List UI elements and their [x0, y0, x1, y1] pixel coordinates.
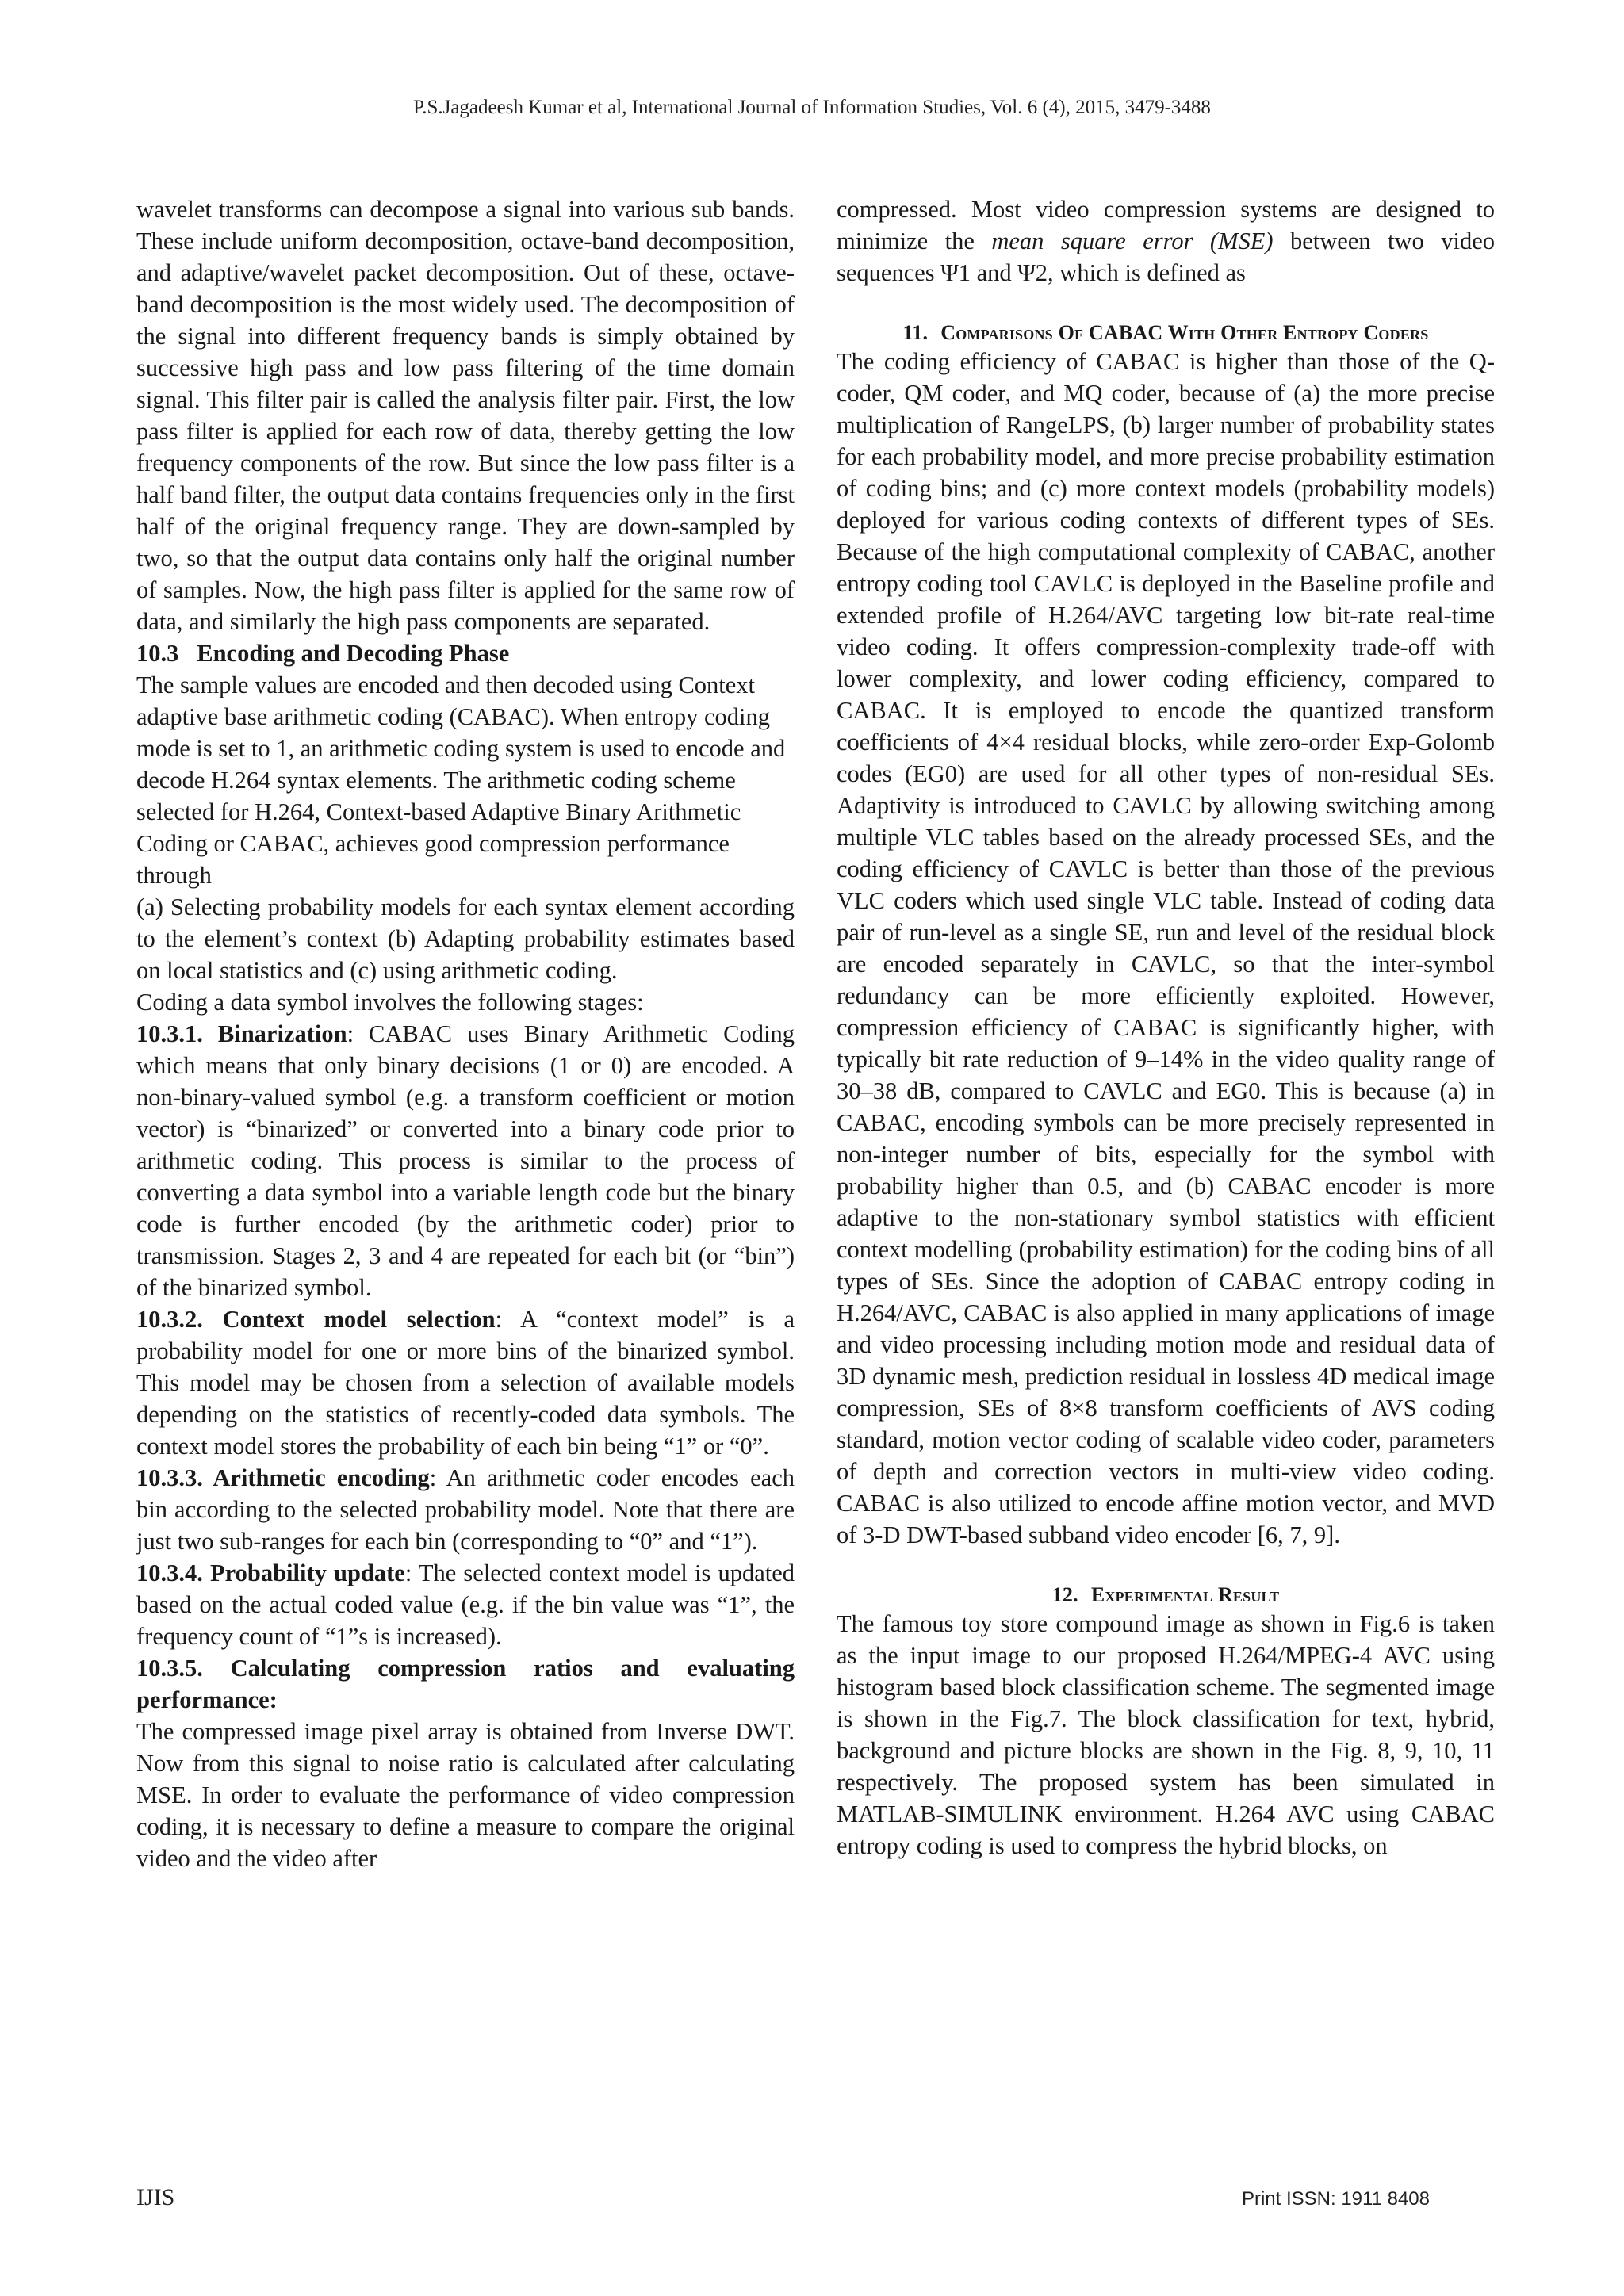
- subsection-label: 10.3.1. Binarization: [136, 1020, 347, 1047]
- paragraph-cabac-steps: (a) Selecting probability models for each syntax element according to the element’s context (b) Adapting probability estimates based on local statistics and (c) using arithmetic coding.: [136, 894, 795, 984]
- section-title: Comparisons Of CABAC With Other Entropy Coders: [940, 321, 1429, 344]
- subsection-label: 10.3.2. Context model selection: [136, 1306, 496, 1333]
- section-title: Experimental Result: [1090, 1583, 1280, 1606]
- subsection-text: : An arithmetic coder encodes each bin according to the selected probability model. Note that there are just two sub-ranges for each bin (corresponding to “0” and “1”).: [136, 1464, 795, 1555]
- paragraph-cabac-comparison: The coding efficiency of CABAC is higher than those of the Q-coder, QM coder, and MQ coder, because of (a) the more precise multiplication of RangeLPS, (b) larger number of probability states for each probability model, and more precise probability estimation of coding bins; and (c) more context models (probability models) deployed for various coding contexts of different types of SEs. Because of the high computational complexity of CABAC, another entropy coding tool CAVLC is deployed in the Baseline profile and extended profile of H.264/AVC targeting low bit-rate real-time video coding. It offers compression-complexity trade-off with lower complexity, and lower coding efficiency, compared to CABAC. It is employed to encode the quantized transform coefficients of 4×4 residual blocks, while zero-order Exp-Golomb codes (EG0) are used for all other types of non-residual SEs. Adaptivity is introduced to CAVLC by allowing switching among multiple VLC tables based on the already processed SEs, and the coding efficiency of CAVLC is better than those of the previous VLC coders which used single VLC table. Instead of coding data pair of run-level as a single SE, run and level of the residual block are encoded separately in CAVLC, so that the inter-symbol redundancy can be more efficiently exploited. However, compression efficiency of CABAC is significantly higher, with typically bit rate reduction of 9–14% in the video quality range of 30–38 dB, compared to CAVLC and EG0. This is because (a) in CABAC, encoding symbols can be more precisely represented in non-integer number of bits, especially for the symbol with probability higher than 0.5, and (b) CABAC encoder is more adaptive to the non-stationary symbol statistics with efficient context modelling (probability estimation) for the coding bins of all types of SEs. Since the adoption of CABAC entropy coding in H.264/AVC, CABAC is also applied in many applications of image and video processing including motion mode and residual data of 3D dynamic mesh, prediction residual in lossless 4D medical image compression, SEs of 8×8 transform coefficients of AVS coding standard, motion vector coding of scalable video coder, parameters of depth and correction vectors in multi-view video coding. CABAC is also utilized to encode affine motion vector, and MVD of 3-D DWT-based subband video encoder [6, 7, 9].: [837, 348, 1495, 1548]
- section-heading-11: [837, 320, 1495, 346]
- paragraph-experimental: The famous toy store compound image as shown in Fig.6 is taken as the input image to our proposed H.264/MPEG-4 AVC using histogram based block classification scheme. The segmented image is shown in the Fig.7. The block classification for text, hybrid, background and picture blocks are shown in the Fig. 8, 9, 10, 11 respectively. The proposed system has been simulated in MATLAB-SIMULINK environment. H.264 AVC using CABAC entropy coding is used to compress the hybrid blocks, on: [837, 1610, 1495, 1859]
- right-column: [837, 193, 1495, 1862]
- subsection-label: 10.3.4. Probability update: [136, 1559, 405, 1586]
- subsection-text: : A “context model” is a probability model for one or more bins of the binarized symbol. This model may be chosen from a selection of available models depending on the statistics of recently-coded data symbols. The context model stores the probability of each bin being “1” or “0”.: [136, 1306, 795, 1460]
- subsection-compression-ratios: 10.3.5. Calculating compression ratios and evaluating performance:: [136, 1655, 795, 1713]
- subsection-context-model: [136, 1303, 795, 1462]
- spacer: [837, 1551, 1495, 1582]
- text-run: between two video sequences Ψ1 and Ψ2, which is defined as: [837, 228, 1495, 286]
- section-number: 12.: [1051, 1583, 1078, 1606]
- paragraph-stages-intro: Coding a data symbol involves the following stages:: [136, 989, 644, 1016]
- text-run: compressed. Most video compression systems are designed to minimize the: [837, 196, 1495, 254]
- mse-term: mean square error (MSE): [991, 228, 1274, 254]
- footer-issn: Print ISSN: 1911 8408: [1241, 2188, 1430, 2210]
- subsection-binarization: [136, 1018, 795, 1303]
- section-heading-10-3: 10.3 Encoding and Decoding Phase: [136, 640, 510, 667]
- paragraph-cabac-intro: The sample values are encoded and then decoded using Context adaptive base arithmetic coding (CABAC). When entropy coding mode is set to 1, an arithmetic coding system is used to encode and decode H.264 syntax elements. The arithmetic coding scheme selected for H.264, Context-based Adaptive Binary Arithmetic Coding or CABAC, achieves good compression performance through: [136, 672, 786, 889]
- section-heading-12: [837, 1582, 1495, 1608]
- subsection-text: : CABAC uses Binary Arithmetic Coding which means that only binary decisions (1 or 0) are encoded. A non-binary-valued symbol (e.g. a transform coefficient or motion vector) is “binarized” or converted into a binary code prior to arithmetic coding. This process is similar to the process of converting a data symbol into a variable length code but the binary code is further encoded (by the arithmetic coder) prior to transmission. Stages 2, 3 and 4 are repeated for each bit (or “bin”) of the binarized symbol.: [136, 1020, 795, 1301]
- subsection-label: 10.3.3. Arithmetic encoding: [136, 1464, 430, 1491]
- footer-journal: IJIS: [136, 2184, 175, 2210]
- paragraph-wavelet: wavelet transforms can decompose a signal into various sub bands. These include uniform decomposition, octave-band decomposition, and adaptive/wavelet packet decomposition. Out of these, octave-band decomposition is the most widely used. The decomposition of the signal into different frequency bands is simply obtained by successive high pass and low pass filtering of the time domain signal. This filter pair is called the analysis filter pair. First, the low pass filter is applied for each row of data, thereby getting the low frequency components of the row. But since the low pass filter is a half band filter, the output data contains frequencies only in the first half of the original frequency range. They are down-sampled by two, so that the output data contains only half the original number of samples. Now, the high pass filter is applied for the same row of data, and similarly the high pass components are separated.: [136, 196, 795, 635]
- paragraph-inverse-dwt: The compressed image pixel array is obtained from Inverse DWT. Now from this signal to noise ratio is calculated after calculating MSE. In order to evaluate the performance of video compression coding, it is necessary to define a measure to compare the original video and the video after: [136, 1718, 795, 1872]
- left-column: [136, 193, 795, 1874]
- subsection-arithmetic-encoding: [136, 1462, 795, 1557]
- subsection-probability-update: [136, 1557, 795, 1652]
- section-number: 11.: [902, 321, 929, 344]
- spacer: [837, 289, 1495, 320]
- paragraph-mse: [837, 193, 1495, 289]
- subsection-text: : The selected context model is updated based on the actual coded value (e.g. if the bin value was “1”, the frequency count of “1”s is increased).: [136, 1559, 795, 1650]
- running-header: P.S.Jagadeesh Kumar et al, International Journal of Information Studies, Vol. 6 (4), 2015, 3479-3488: [413, 97, 1211, 118]
